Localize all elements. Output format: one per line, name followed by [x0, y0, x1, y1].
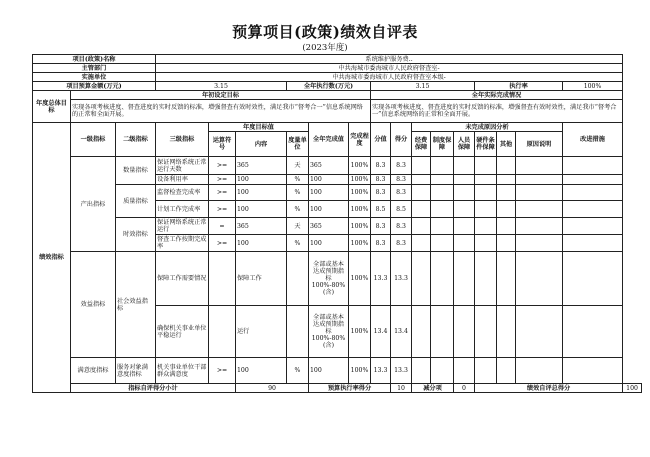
self-score: 90: [236, 384, 309, 393]
reason-cell: [497, 358, 516, 384]
indicator-degree: 100%: [349, 185, 371, 201]
indicator-content: 100: [236, 235, 287, 252]
reason-cell: [475, 306, 497, 358]
indicator-content: 保障工作: [236, 252, 287, 306]
category-benefit: 效益指标: [71, 252, 116, 358]
indicator-score: 8.3: [371, 218, 391, 235]
reason-cell: [497, 157, 516, 175]
col-r-staff: 人员保障: [454, 132, 475, 157]
reason-cell: [516, 235, 563, 252]
deduct-label: 减分项: [412, 384, 454, 393]
reason-cell: [412, 157, 431, 175]
reason-cell: [454, 252, 475, 306]
indicator-content: 运行: [236, 306, 287, 358]
reason-cell: [454, 201, 475, 218]
reason-cell: [431, 185, 454, 201]
col-op: 运算符号: [209, 132, 236, 157]
reason-cell: [412, 201, 431, 218]
dept-value: 中共海城市委海城市人民政府督查室-: [156, 64, 623, 73]
indicator-got: 8.3: [391, 235, 412, 252]
indicator-unit: [287, 252, 309, 306]
reason-cell: [431, 201, 454, 218]
indicator-unit: [287, 306, 309, 358]
total-score-label: 绩效自评总得分: [475, 384, 623, 393]
sub-social: 社会效益指标: [116, 252, 156, 358]
indicator-content: 365: [236, 218, 287, 235]
reason-cell: [454, 175, 475, 185]
reason-cell: [431, 306, 454, 358]
indicator-op: >=: [209, 235, 236, 252]
reason-cell: [516, 157, 563, 175]
budget-score: 10: [391, 384, 412, 393]
reason-cell: [475, 175, 497, 185]
indicator-degree: 100%: [349, 218, 371, 235]
reason-cell: [454, 235, 475, 252]
improve-cell: [563, 157, 623, 175]
improve-cell: [563, 358, 623, 384]
reason-cell: [475, 252, 497, 306]
reason-cell: [431, 358, 454, 384]
reason-cell: [454, 157, 475, 175]
category-satisfaction: 满意度指标: [71, 358, 116, 384]
indicator-actual: 365: [309, 218, 349, 235]
indicator-got: 8.3: [391, 218, 412, 235]
indicator-name: 保证网络系统正常运行天数: [157, 158, 207, 173]
col-r-fund: 经费保障: [412, 132, 431, 157]
reason-cell: [475, 358, 497, 384]
indicator-unit: %: [287, 235, 309, 252]
indicator-actual: 100: [309, 235, 349, 252]
indicator-score: 8.3: [371, 235, 391, 252]
col-r-system: 制度保障: [431, 132, 454, 157]
reason-cell: [516, 218, 563, 235]
improve-cell: [563, 252, 623, 306]
executed-label: 全年执行数(万元): [287, 82, 371, 91]
col-r-hw: 硬件条件保障: [475, 132, 497, 157]
indicator-content: 365: [236, 157, 287, 175]
executed-value: 3.15: [371, 82, 475, 91]
reason-cell: [516, 201, 563, 218]
indicator-name: 设备利用率: [156, 175, 209, 185]
indicator-degree: 100%: [349, 201, 371, 218]
reason-cell: [475, 201, 497, 218]
indicator-op: =: [209, 218, 236, 235]
reason-cell: [516, 252, 563, 306]
col-content: 内容: [236, 132, 287, 157]
reason-cell: [431, 157, 454, 175]
reason-cell: [475, 157, 497, 175]
col-score: 分值: [371, 123, 391, 157]
sub-quality: 质量指标: [116, 185, 156, 218]
indicator-op: [209, 252, 236, 306]
evaluation-table: [32, 54, 642, 393]
improve-cell: [563, 218, 623, 235]
col-r-other: 其他: [497, 132, 516, 157]
improve-cell: [563, 185, 623, 201]
reason-cell: [412, 185, 431, 201]
indicator-op: >=: [209, 201, 236, 218]
indicator-got: 8.3: [391, 175, 412, 185]
improve-cell: [563, 175, 623, 185]
indicator-name: 保障工作需要情况: [156, 252, 209, 306]
reason-cell: [497, 252, 516, 306]
indicator-degree: 100%: [349, 358, 371, 384]
deduct-value: 0: [454, 384, 475, 393]
reason-cell: [412, 252, 431, 306]
sub-timeliness: 时效指标: [116, 218, 156, 252]
indicator-degree: 100%: [349, 306, 371, 358]
indicator-content: 100: [236, 175, 287, 185]
indicator-score: 8.3: [371, 175, 391, 185]
project-name-label: 项目(政策)名称: [33, 55, 156, 64]
reason-cell: [516, 175, 563, 185]
unit-value: 中共海城市委海城市人民政府督查室本级-: [156, 73, 623, 82]
reason-cell: [497, 185, 516, 201]
indicator-actual: 100: [309, 358, 349, 384]
sub-quantity: 数量指标: [116, 157, 156, 185]
indicator-unit: %: [287, 201, 309, 218]
indicator-unit: 天: [287, 157, 309, 175]
indicator-content: 100: [236, 358, 287, 384]
col-actual: 全年完成值: [309, 123, 349, 157]
indicator-got: 13.3: [391, 358, 412, 384]
indicator-unit: %: [287, 358, 309, 384]
actual-goal-label: 全年实际完成情况: [371, 91, 623, 100]
reason-cell: [412, 358, 431, 384]
indicator-unit: 天: [287, 218, 309, 235]
indicator-actual: 全部或基本达成预期指标100%-80%(含): [309, 252, 349, 306]
indicator-name: 计划工作完成率: [156, 201, 209, 218]
indicator-score: 13.3: [371, 252, 391, 306]
initial-goal-label: 年初设定目标: [71, 91, 371, 100]
sub-service: 服务对象满意度指标: [116, 358, 156, 384]
rate-label: 执行率: [475, 82, 563, 91]
indicator-content: 100: [236, 201, 287, 218]
total-score: 100: [623, 384, 642, 393]
indicator-name: 确保机关事业单位平稳运行: [156, 306, 209, 358]
indicator-got: 13.4: [391, 306, 412, 358]
indicator-degree: 100%: [349, 157, 371, 175]
col-unit: 度量单位: [287, 132, 309, 157]
reason-cell: [431, 218, 454, 235]
indicator-score: 8.3: [371, 185, 391, 201]
reason-cell: [497, 201, 516, 218]
indicator-got: 8.3: [391, 185, 412, 201]
unit-label: 实施单位: [33, 73, 156, 82]
project-name: 系统维护服务费..: [156, 55, 623, 64]
dept-label: 主管部门: [33, 64, 156, 73]
goals-label: 年度总体目标: [33, 91, 71, 123]
indicator-name: 监督检查完成率: [156, 185, 209, 201]
reason-cell: [431, 252, 454, 306]
reason-cell: [431, 235, 454, 252]
indicator-score: 13.4: [371, 306, 391, 358]
page-title: 预算项目(政策)绩效自评表: [232, 23, 418, 41]
improve-cell: [563, 306, 623, 358]
reason-cell: [412, 306, 431, 358]
reason-cell: [516, 185, 563, 201]
col-level3: 三级指标: [156, 123, 209, 157]
reason-cell: [497, 175, 516, 185]
col-level2: 二级指标: [116, 123, 156, 157]
col-target-group: 年度目标值: [209, 123, 309, 132]
reason-cell: [475, 185, 497, 201]
budget-score-label: 预算执行率得分: [309, 384, 391, 393]
rate-value: 100%: [563, 82, 623, 91]
reason-cell: [412, 235, 431, 252]
reason-cell: [516, 358, 563, 384]
perf-label: 绩效指标: [33, 123, 71, 393]
indicator-score: 13.3: [371, 358, 391, 384]
reason-cell: [475, 218, 497, 235]
indicator-op: >=: [209, 358, 236, 384]
indicator-name: 督查工作按期完成率: [157, 236, 207, 250]
improve-cell: [563, 235, 623, 252]
reason-cell: [412, 175, 431, 185]
reason-cell: [497, 306, 516, 358]
indicator-op: >=: [209, 157, 236, 175]
reason-cell: [454, 306, 475, 358]
indicator-actual: 100: [309, 175, 349, 185]
indicator-got: 8.5: [391, 201, 412, 218]
reason-cell: [454, 358, 475, 384]
self-score-label: 指标自评得分小计: [71, 384, 236, 393]
indicator-degree: 100%: [349, 235, 371, 252]
improve-cell: [563, 201, 623, 218]
indicator-content: 100: [236, 185, 287, 201]
reason-cell: [516, 306, 563, 358]
reason-cell: [497, 235, 516, 252]
reason-cell: [454, 218, 475, 235]
col-reason-group: 未完成原因分析: [412, 123, 563, 132]
indicator-degree: 100%: [349, 175, 371, 185]
indicator-op: >=: [209, 175, 236, 185]
indicator-op: [209, 306, 236, 358]
initial-goal-text: 实现各项考核进度、督查进度的实时反馈的标准，增强督查有效时效性，满足我市“督考合一”信息系统网络的正常和全面开展。: [71, 100, 371, 123]
actual-goal-text: 实现各项考核进度、督查进度的实时反馈的标准，增强督查有效时效性，满足我市“督考合一”信息系统网络的正常和全面开展。: [371, 100, 623, 123]
indicator-unit: %: [287, 175, 309, 185]
col-level1: 一级指标: [71, 123, 116, 157]
page-year: (2023年度): [302, 43, 348, 53]
col-r-desc: 原因说明: [516, 132, 563, 157]
indicator-actual: 100: [309, 185, 349, 201]
budget-value: 3.15: [156, 82, 287, 91]
col-improve: 改进措施: [563, 123, 623, 157]
indicator-got: 8.3: [391, 157, 412, 175]
indicator-name: 保证网络系统正常运行: [157, 219, 207, 233]
indicator-op: >=: [209, 185, 236, 201]
indicator-score: 8.3: [371, 157, 391, 175]
reason-cell: [475, 235, 497, 252]
col-degree: 完成程度: [349, 123, 371, 157]
indicator-name: 机关事业单位干部群众满意度: [156, 358, 209, 384]
reason-cell: [454, 185, 475, 201]
indicator-degree: 100%: [349, 252, 371, 306]
category-output: 产出指标: [71, 157, 116, 252]
indicator-actual: 365: [309, 157, 349, 175]
indicator-got: 13.3: [391, 252, 412, 306]
indicator-actual: 100: [309, 201, 349, 218]
reason-cell: [497, 218, 516, 235]
indicator-actual: 全部或基本达成预期指标100%-80%(含): [309, 306, 349, 358]
indicator-unit: %: [287, 185, 309, 201]
reason-cell: [412, 218, 431, 235]
indicator-score: 8.5: [371, 201, 391, 218]
reason-cell: [431, 175, 454, 185]
col-got: 得分: [391, 123, 412, 157]
budget-label: 项目预算金额(万元): [33, 82, 156, 91]
